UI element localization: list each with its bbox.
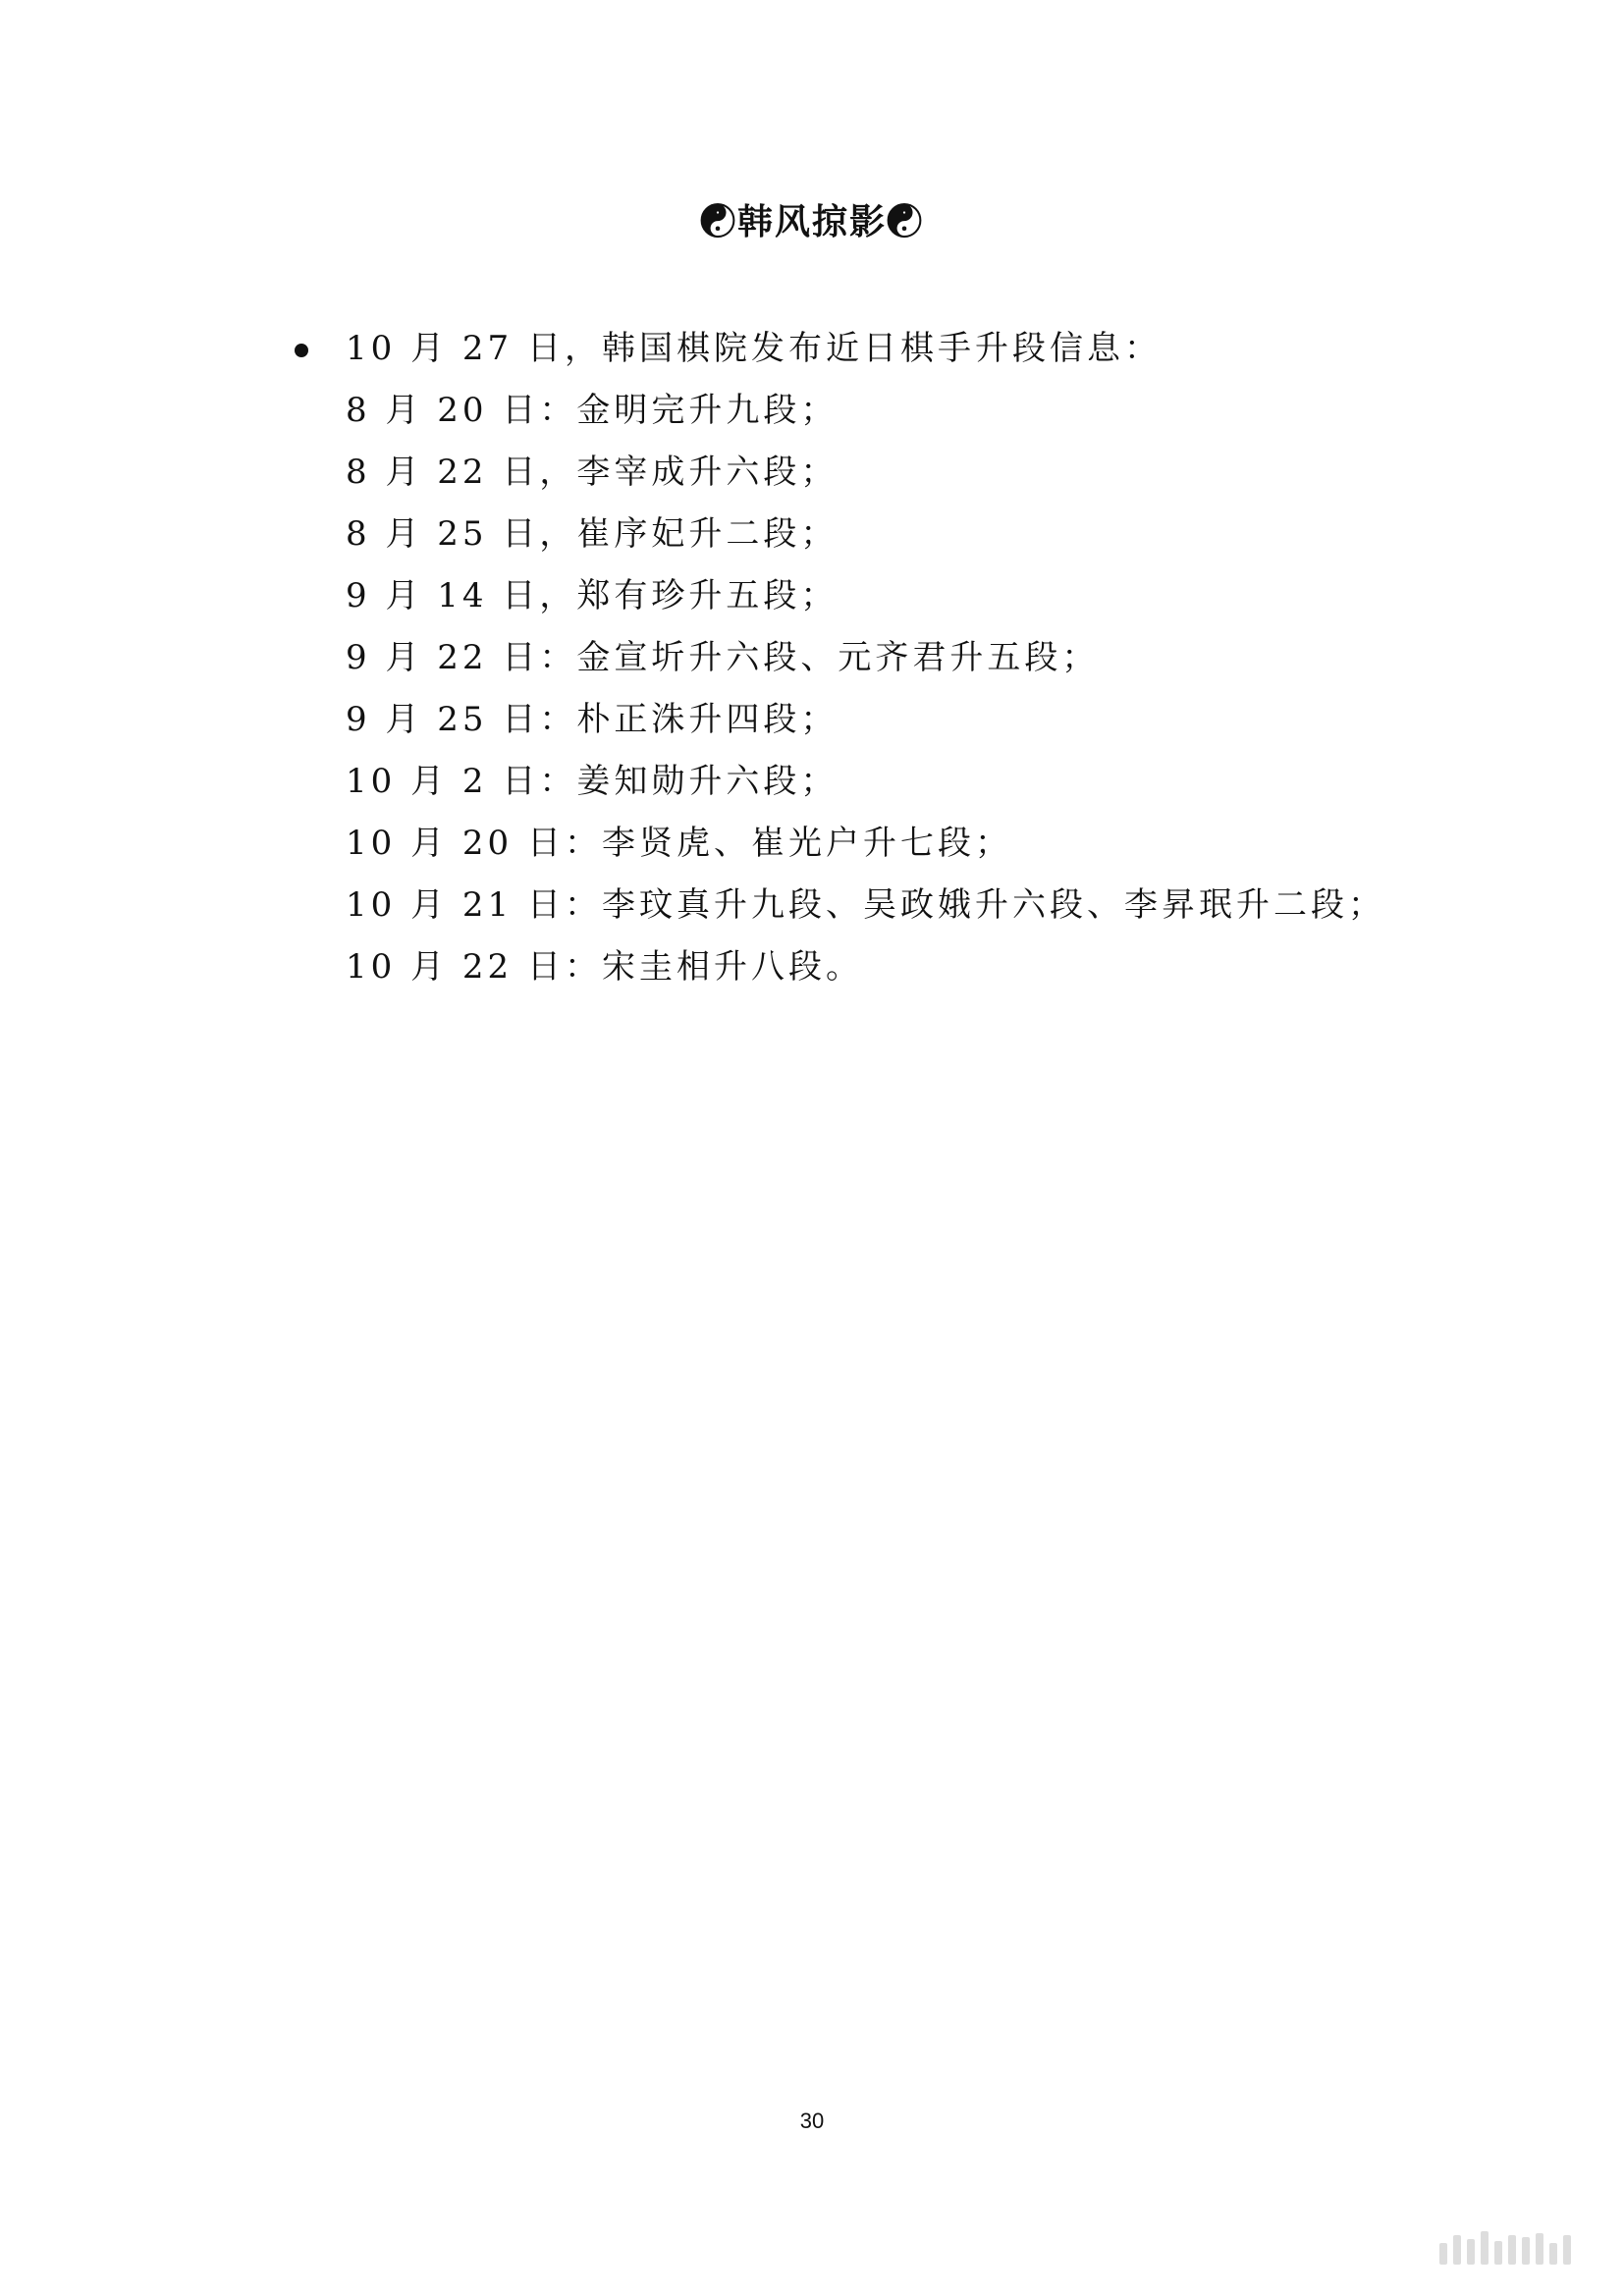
list-line: 8 月 20 日：金明完升九段； (346, 391, 839, 430)
list-line: 10 月 20 日：李贤虎、崔光户升七段； (346, 824, 1012, 863)
list-line: 8 月 22 日，李宰成升六段； (346, 453, 839, 492)
list-line: 9 月 25 日：朴正洙升四段； (346, 700, 839, 739)
page-number: 30 (799, 2109, 825, 2133)
promotion-list (346, 318, 1475, 998)
list-line: 8 月 25 日，崔序妃升二段； (346, 514, 839, 554)
list-line: 9 月 22 日：金宣圻升六段、元齐君升五段； (346, 638, 1100, 677)
list-line: 10 月 22 日：宋圭相升八段。 (346, 947, 863, 987)
bullet-icon (295, 344, 308, 357)
list-line: 9 月 14 日，郑有珍升五段； (346, 576, 839, 615)
list-line: 10 月 2 日：姜知勋升六段； (346, 762, 839, 801)
list-line-intro: 10 月 27 日，韩国棋院发布近日棋手升段信息： (346, 329, 1162, 368)
watermark-icon (1439, 2231, 1571, 2265)
list-line: 10 月 21 日：李玟真升九段、吴政娥升六段、李昇珉升二段； (346, 885, 1385, 925)
page-title: ☯韩风掠影☯ (699, 201, 924, 242)
